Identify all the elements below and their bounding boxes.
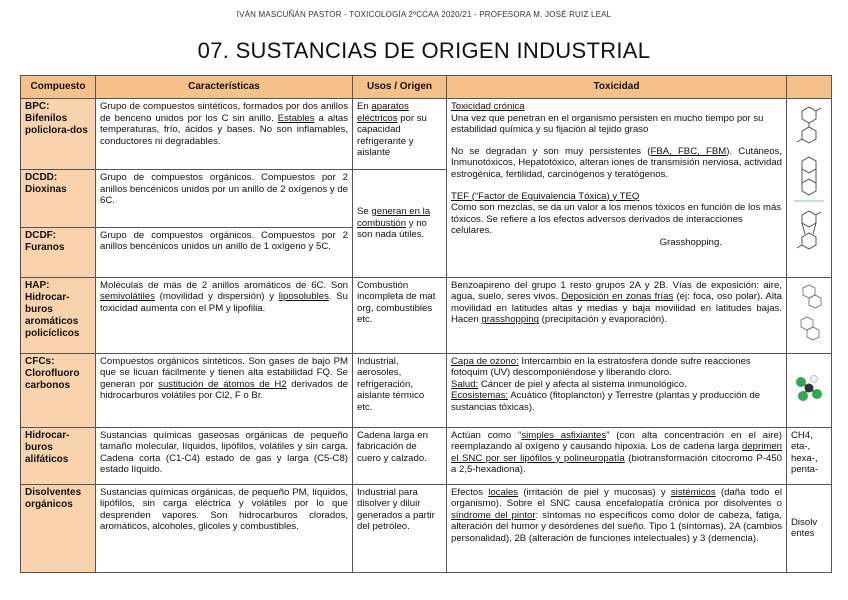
tox-cronica-text: Una vez que penetran en el organismo persisten en mucho tiempo por su estabilidad química y su fijación al tejido graso — [451, 112, 764, 136]
toxicidad-hap — [447, 277, 787, 353]
table-header-row — [21, 76, 832, 99]
table-row-hidrocarburos — [21, 427, 832, 484]
table-row-hap — [21, 277, 832, 353]
underlined-text: deprimen el SNC por ser lipófilos y polineuropatía — [451, 441, 782, 464]
underlined-text: Deposición en zonas frías — [561, 291, 674, 303]
tox-salud — [451, 379, 782, 391]
structure-image-cfc — [787, 353, 832, 427]
usos-hap: Combustión incompleta de mat org, combustibles etc. — [353, 277, 447, 353]
header-compuesto: Compuesto — [21, 76, 96, 99]
underlined-text: grasshopping — [481, 314, 540, 326]
structure-image-hap — [787, 277, 832, 353]
text-part: Benzoapireno del grupo 1 resto grupos 2A y 2B. Vías de exposición: aire, agua, suelo, seres vivos. — [451, 279, 782, 303]
text-part: (precipitación y evaporación). — [539, 314, 667, 326]
text-part: En — [357, 101, 372, 112]
compuesto-cfc: CFCs: Clorofluoro carbonos — [21, 353, 96, 427]
underlined-text: liposolubles — [278, 291, 329, 303]
text-part: derivados de hidrocarburos volátiles por Cl2, F o Br. — [100, 378, 349, 402]
compuesto-hap: HAP: Hidrocar-buros aromáticos policíclicos — [21, 277, 96, 353]
underlined-text: sistémicos — [670, 486, 716, 498]
text-part: Intercambio en la estratosfera donde sufre reacciones fotoquim (UV) descomponiéndose y liberando cloro. — [451, 355, 751, 379]
compuesto-hidrocarburos: Hidrocar-buros alifáticos — [21, 427, 96, 484]
caracteristicas-cfc — [96, 353, 353, 427]
caracteristicas-dcdf: Grupo de compuestos orgánicos. Compuestos por 2 anillos bencénicos unidos un anillo de 1 oxígeno y 5C. — [96, 227, 353, 277]
document-meta-header: IVÁN MASCUÑÁN PASTOR - TOXICOLOGÍA 2ºCCAA 2020/21 - PROFESORA M. JOSÉ RUIZ LEAL — [236, 10, 612, 19]
underlined-text: simples asfixiantes — [521, 429, 607, 441]
underlined-text: síndrome del pintor — [451, 509, 536, 521]
side-note-hidrocarburos: CH4, eta-, hexa-, penta- — [787, 427, 832, 484]
text-part: a altas temperaturas, frío, ácidos y bases. No son inflamables, conductores ni degradables. — [100, 112, 348, 147]
text-part: : síntomas no específicos como dolor de cabeza, fatiga, alteración del humor y desórdenes del sueño. Tipo 1 (síntomas), 2A (cambios personalidad), 2B (alteración de funciones intelectuales) y 3 (demencia). — [451, 509, 782, 544]
compuesto-dcdd: DCDD: Dioxinas — [21, 170, 96, 228]
usos-bpc — [353, 99, 447, 170]
text-part: No se degradan y son muy persistentes ( — [451, 145, 651, 157]
text-part: . Su toxicidad aumenta con el PM y lipofilia. — [100, 291, 348, 314]
text-part: Actúan como “ — [451, 429, 522, 441]
text-part: Efectos — [451, 486, 489, 498]
underlined-text: sustitución de átomos de H2 — [158, 378, 287, 390]
underlined-text: Capa de ozono: — [451, 355, 519, 367]
table-row-disolventes — [21, 484, 832, 572]
underlined-text: generan en la combustión — [357, 205, 431, 229]
tox-ozono — [451, 356, 782, 379]
underlined-text: locales — [488, 486, 519, 498]
compuesto-dcdf: DCDF: Furanos — [21, 227, 96, 277]
tox-cronica-title: Toxicidad crónica — [451, 101, 525, 112]
cfc-molecule-icon — [789, 368, 829, 408]
caracteristicas-hap — [96, 277, 353, 353]
usos-hidrocarburos: Cadena larga en fabricación de cuero y calzado. — [353, 427, 447, 484]
usos-dioxinas-furanos — [353, 170, 447, 278]
text-part: (irritación de piel y mucosas) y — [518, 486, 671, 498]
toxicidad-cfc — [447, 353, 787, 427]
underlined-text: Salud: — [451, 378, 479, 390]
text-part: (daña todo el organismo). Sobre el SNC causa encefalopatía crónica por disolventes o — [451, 486, 782, 510]
header-blank — [787, 76, 832, 99]
text-part: ” (con alta concentración en el aire) reemplazando al oxígeno y causando hipoxia. Los de cadena larga — [451, 429, 782, 453]
text-part: Moléculas de más de 2 anillos aromáticos de 6C. Son — [100, 279, 348, 291]
side-note-disolventes: Disolv entes — [787, 484, 832, 572]
page-title: 07. SUSTANCIAS DE ORIGEN INDUSTRIAL — [197, 38, 651, 63]
toxicidad-bpc-dioxinas-furanos — [447, 99, 787, 278]
text-part: por su capacidad refrigerante y aislante — [357, 112, 427, 159]
header-toxicidad: Toxicidad — [447, 76, 787, 99]
text-part: (ej: foca, oso polar). Alta movilidad en latitudes altas y medias y baja movilidad en latitudes bajas. Hacen — [451, 291, 782, 326]
structure-images-bpc-dioxinas — [787, 99, 832, 278]
underlined-text: Estables — [277, 112, 315, 124]
header-caracteristicas: Características — [96, 76, 353, 99]
usos-disolventes: Industrial para disolver y diluir generados a partir del petróleo. — [353, 484, 447, 572]
text-part: Grupo de compuestos sintéticos, formados por dos anillos de benceno unidos por los C sin anillo. — [100, 101, 348, 124]
text-part: Compuestos orgánicos sintéticos. Son gases de bajo PM que se licuan fácilmente y tienen alta estabilidad FQ. Se generan por — [100, 355, 348, 390]
molecule-structures-icon — [789, 101, 829, 271]
toxicidad-disolventes — [447, 484, 787, 572]
table-row-cfc — [21, 353, 832, 427]
text-part: Cáncer de piel y afecta al sistema inmunológico. — [478, 378, 687, 390]
text-part: Se — [357, 205, 372, 217]
caracteristicas-disolventes: Sustancias químicas orgánicas, de pequeño PM, líquidos, lipófilos, sin carga eléctrica y volátiles por lo que desprenden vapores. Son hidrocarburos clorados, aromáticos, alcoholes, glicoles y combustibles. — [96, 484, 353, 572]
text-part: (movilidad y dispersión) y — [154, 291, 279, 303]
usos-cfc: Industrial, aerosoles, refrigeración, aislante térmico etc. — [353, 353, 447, 427]
pah-structure-icon — [789, 280, 829, 346]
text-part: y no son nada útiles. — [357, 217, 427, 241]
underlined-text: Ecosistemas: — [451, 390, 509, 402]
table-row-bpc — [21, 99, 832, 170]
substances-table — [20, 75, 832, 573]
compuesto-disolventes: Disolventes orgánicos — [21, 484, 96, 572]
caracteristicas-hidrocarburos: Sustancias químicas gaseosas orgánicas de pequeño tamaño molecular, líquidos, lipófilos, volátiles y sin carga. Cadena corta (C1-C4) estado de gas y larga (C5-C8) estado líquido. — [96, 427, 353, 484]
underlined-text: aparatos eléctricos — [357, 101, 409, 124]
underlined-text: FBA, FBC, FBM — [650, 145, 727, 157]
tef-grasshopping: Grasshopping. — [659, 236, 722, 248]
tef-title: TEF (“Factor de Equivalencia Tóxica) y TEQ — [451, 190, 640, 202]
text-part: ). Cutáneos, Inmunotóxicos, Hepatotóxico, alteran iones de transmisión nerviosa, actividad estrogénica, fertilidad, carcinógenos y teratógenos. — [451, 145, 782, 180]
text-part: Acuático (fitoplancton) y Terrestre (plantas y producción de sustancias tóxicas). — [451, 390, 761, 413]
caracteristicas-dcdd: Grupo de compuestos orgánicos. Compuestos por 2 anillos bencénicos unidos por un anillo de 2 oxígenos y de 6C. — [96, 170, 353, 228]
underlined-text: semivolátiles — [100, 291, 155, 303]
tef-text: Como son mezclas, se da un valor a los menos tóxicos en función de los más tóxicos. Se refiere a los efectos adversos derivados de interacciones celulares. — [451, 202, 782, 237]
caracteristicas-bpc — [96, 99, 353, 170]
compuesto-bpc: BPC: Bifenilos policlora-dos — [21, 99, 96, 170]
header-usos: Usos / Origen — [353, 76, 447, 99]
tox-ecosistemas — [451, 390, 782, 413]
toxicidad-hidrocarburos — [447, 427, 787, 484]
text-part: (biotransformación citocromo P-450 a 2,5-hexadiona). — [451, 452, 782, 476]
tox-persistence-text — [451, 146, 782, 181]
